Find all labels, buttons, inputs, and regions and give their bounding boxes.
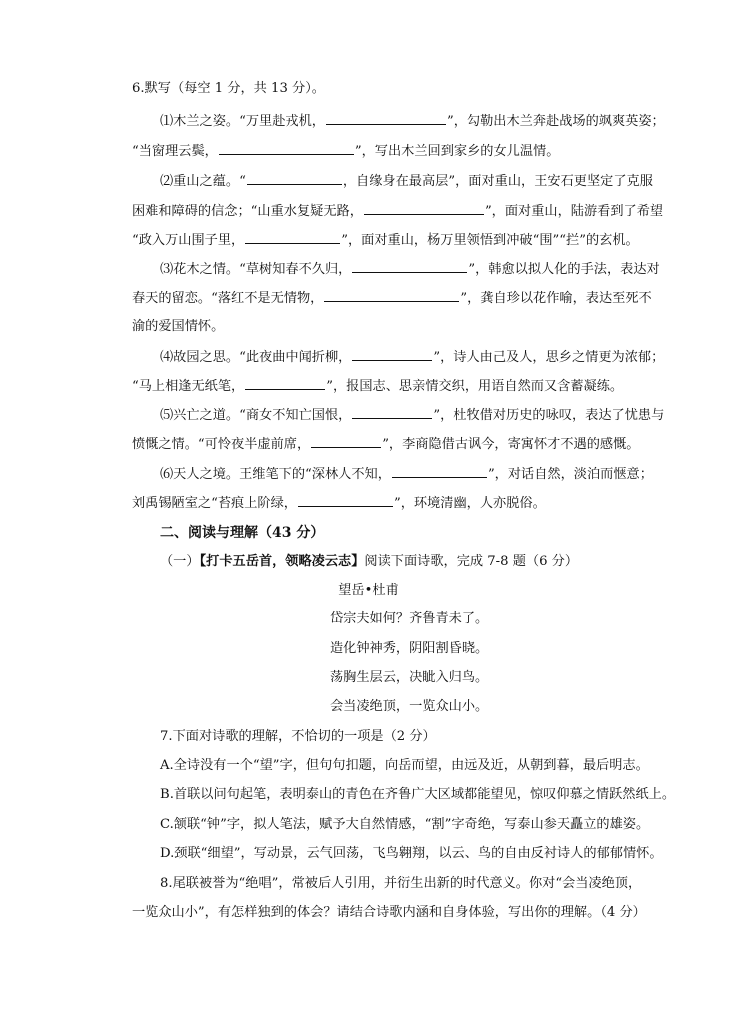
q6-item5-line2	[132, 435, 692, 454]
q6-item2-text-c: 困难和障碍的信念；“山重水复疑无路，	[132, 204, 363, 219]
q6-item2-text-a: ⑵重山之蕴。“	[160, 174, 246, 189]
answer-blank[interactable]	[352, 406, 432, 419]
q6-item6-text-d: ”，环境清幽，人亦脱俗。	[394, 496, 546, 511]
q6-item1-line1	[160, 112, 720, 131]
poem-line-1: 岱宗夫如何？齐鲁青未了。	[330, 611, 489, 626]
answer-blank[interactable]	[298, 494, 393, 507]
q6-item6-line1	[160, 465, 720, 484]
answer-blank[interactable]	[219, 142, 354, 155]
answer-blank[interactable]	[247, 172, 342, 185]
answer-blank[interactable]	[324, 289, 459, 302]
q6-item5-text-b: ”，杜牧借对历史的咏叹，表达了忧患与	[433, 408, 665, 423]
q6-item2-line1	[160, 172, 720, 191]
q6-item1-text-b: ”，勾勒出木兰奔赴战场的飒爽英姿；	[447, 114, 665, 129]
subtitle-instruction: 阅读下面诗歌，完成 7-8 题（6 分）	[364, 554, 579, 569]
q6-item5-text-a: ⑸兴亡之道。“商女不知亡国恨，	[160, 408, 352, 423]
q8-line-2: 一览众山小”，有怎样独到的体会？请结合诗歌内涵和自身体验，写出你的理解。（4 分）	[132, 905, 646, 920]
q6-item2-text-d: ”，面对重山，陆游看到了希望	[484, 204, 664, 219]
q6-item6-text-c: 刘禹锡陋室之“苔痕上阶绿，	[132, 496, 297, 511]
q6-item3-text-c: 春天的留恋。“落红不是无情物，	[132, 291, 324, 306]
poem-line-3: 荡胸生层云，决眦入归鸟。	[330, 670, 489, 685]
answer-blank[interactable]	[352, 348, 432, 361]
q6-item6-line2	[132, 494, 692, 513]
answer-blank[interactable]	[352, 260, 467, 273]
q6-item3-text-d: ”，龚自珍以花作喻，表达至死不	[460, 291, 652, 306]
q6-item3-text-a: ⑶花木之情。“草树知春不久归，	[160, 262, 352, 277]
q6-item3-line3: 渝的爱国情怀。	[132, 319, 225, 334]
answer-blank[interactable]	[364, 202, 484, 215]
q7-option-c: C.颔联“钟”字，拟人笔法，赋予大自然情感，“割”字奇绝，写泰山参天矗立的雄姿。	[160, 817, 650, 832]
q6-item3-text-b: ”，韩愈以拟人化的手法，表达对	[468, 262, 660, 277]
q6-item3-line1	[160, 260, 720, 279]
q7-option-d: D.颈联“细望”，写动景，云气回荡，飞鸟翱翔，以云、鸟的自由反衬诗人的郁郁情怀。	[160, 846, 663, 861]
answer-blank[interactable]	[392, 465, 487, 478]
answer-blank[interactable]	[245, 377, 325, 390]
subtitle-prefix: （一）	[160, 554, 200, 569]
q6-item2-text-f: ”，面对重山，杨万里领悟到冲破“围”“拦”的玄机。	[341, 233, 639, 248]
q6-item4-text-d: ”，报国志、思亲情交织，用语自然而又含蓄凝练。	[326, 379, 624, 394]
subtitle-theme: 【打卡五岳首，领略凌云志】	[199, 554, 365, 569]
section-subtitle	[160, 553, 720, 571]
q7-option-a: A.全诗没有一个“望”字，但句句扣题，向岳而望，由远及近，从朝到暮，最后明志。	[160, 758, 649, 773]
answer-blank[interactable]	[311, 435, 381, 448]
q6-item1-text-c: “当窗理云鬓，	[132, 144, 218, 159]
section-title: 二、阅读与理解（43 分）	[160, 525, 325, 541]
q6-item4-text-c: “马上相逢无纸笔，	[132, 379, 245, 394]
poem-line-2: 造化钟神秀，阴阳割昏晓。	[330, 641, 489, 656]
q6-item1-line2	[132, 142, 692, 161]
q6-item2-line2	[132, 202, 692, 221]
q6-item4-line1	[160, 348, 720, 367]
q8-line-1: 8.尾联被誉为“绝唱”，常被后人引用，并衍生出新的时代意义。你对“会当凌绝顶，	[160, 876, 642, 891]
answer-blank[interactable]	[245, 231, 340, 244]
q6-item5-text-c: 愤慨之情。“可怜夜半虚前席，	[132, 437, 311, 452]
q6-item2-text-b: ，自缘身在最高层”，面对重山，王安石更坚定了克服	[342, 174, 653, 189]
q6-item6-text-b: ”，对话自然，淡泊而惬意；	[487, 467, 653, 482]
q6-item4-text-a: ⑷故园之思。“此夜曲中闻折柳，	[160, 350, 352, 365]
q6-item1-text-d: ”，写出木兰回到家乡的女儿温情。	[354, 144, 560, 159]
q6-item2-line3	[132, 231, 692, 250]
answer-blank[interactable]	[326, 112, 446, 125]
q6-item4-text-b: ”，诗人由己及人，思乡之情更为浓郁；	[433, 350, 665, 365]
q6-item5-text-d: ”，李商隐借古讽今，寄寓怀才不遇的感慨。	[382, 437, 640, 452]
q6-item1-text-a: ⑴木兰之姿。“万里赴戎机，	[160, 114, 325, 129]
q6-item6-text-a: ⑹天人之境。王维笔下的“深林人不知，	[160, 467, 391, 482]
q7-option-b: B.首联以问句起笔，表明泰山的青色在齐鲁广大区域都能望见，惊叹仰慕之情跃然纸上。	[160, 787, 676, 802]
q6-item4-line2	[132, 377, 692, 396]
poem-line-4: 会当凌绝顶，一览众山小。	[330, 699, 489, 714]
poem-title: 望岳•杜甫	[338, 583, 399, 598]
q6-item2-text-e: “政入万山围子里，	[132, 233, 245, 248]
q6-item5-line1	[160, 406, 720, 425]
q7-stem: 7.下面对诗歌的理解，不恰切的一项是（2 分）	[160, 729, 436, 744]
q6-item3-line2	[132, 289, 692, 308]
q6-title: 6.默写（每空 1 分，共 13 分）。	[132, 81, 325, 96]
